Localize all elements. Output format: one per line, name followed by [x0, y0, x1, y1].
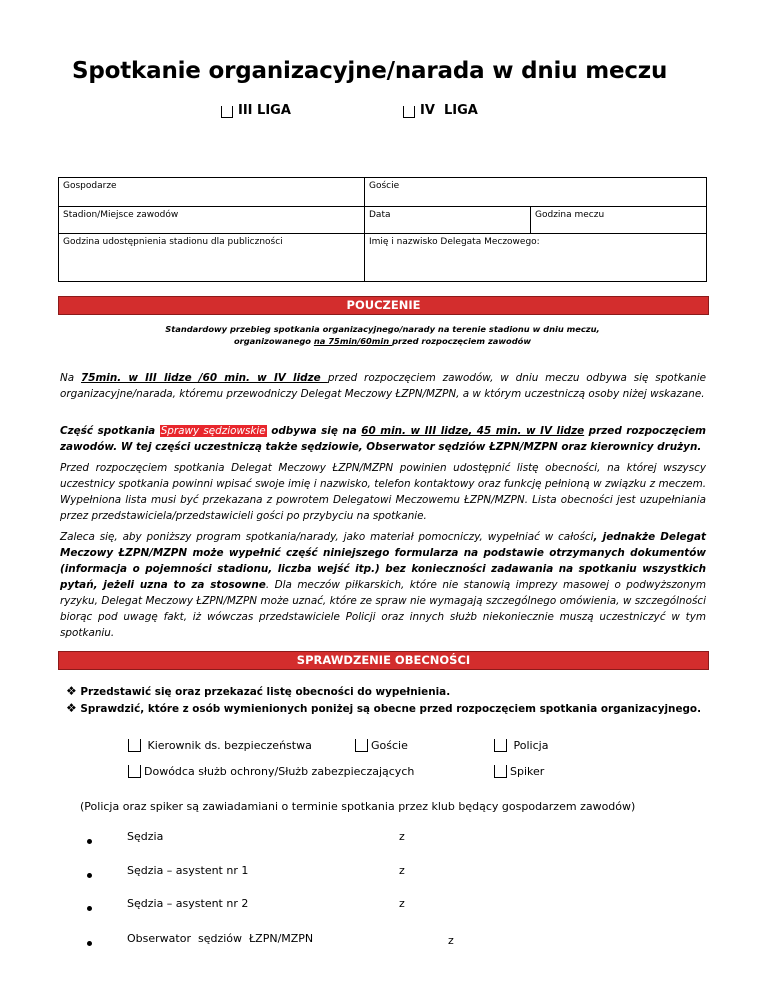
kickoff-time-label: Godzina meczu: [535, 210, 605, 220]
person-z: z: [448, 934, 454, 947]
person-row-obserwator: [87, 932, 454, 949]
paragraph-1: [60, 370, 706, 402]
instruction-item-1: [66, 684, 450, 698]
checkbox-icon[interactable]: [403, 106, 415, 118]
attendance-option-goscie[interactable]: [355, 739, 408, 752]
p2-underlined: 60 min. w III lidze, 45 min. w IV lidze: [361, 425, 585, 437]
intro-line-2-text: organizowanego: [233, 336, 314, 346]
person-label: Sędzia – asystent nr 1: [127, 864, 249, 877]
bullet-icon: [87, 906, 92, 911]
checkbox-icon[interactable]: [494, 739, 507, 752]
intro-line-2-underlined: na 75min/60min: [313, 336, 393, 346]
league-option-iv[interactable]: [403, 103, 478, 118]
match-delegate-field[interactable]: [365, 234, 707, 282]
page-title: Spotkanie organizacyjne/narada w dniu meczu: [72, 58, 668, 84]
option-label: Spiker: [510, 765, 545, 778]
venue-label: Stadion/Miejsce zawodów: [63, 210, 179, 220]
p1-text: Na: [60, 372, 82, 384]
section-header-obecnosc: SPRAWDZENIE OBECNOŚCI: [58, 651, 709, 670]
section-header-pouczenie: POUCZENIE: [58, 296, 709, 315]
instruction-text-2: Sprawdzić, które z osób wymienionych poniżej są obecne przed rozpoczęciem spotkania organizacyjnego.: [80, 703, 702, 715]
checkbox-icon[interactable]: [355, 739, 368, 752]
p2-highlight: Sprawy sędziowskie: [160, 425, 266, 437]
option-label: Dowódca służb ochrony/Służb zabezpieczających: [144, 765, 415, 778]
instruction-text-1: Przedstawić się oraz przekazać listę obecności do wypełnienia.: [80, 686, 451, 698]
home-team-label: Gospodarze: [63, 181, 117, 191]
instruction-item-2: [66, 701, 701, 715]
intro-line-2: [60, 335, 705, 347]
p4-text: Zaleca się, aby poniższy program spotkania/narady, jako materiał pomocniczy, wypełniać w całości: [60, 531, 594, 543]
away-team-field[interactable]: [365, 178, 707, 207]
person-z: z: [399, 830, 405, 843]
person-label: Obserwator sędziów ŁZPN/MZPN: [127, 932, 314, 945]
bullet-icon: [87, 873, 92, 878]
option-label: Kierownik ds. bezpieczeństwa: [147, 739, 312, 752]
gates-open-time-field[interactable]: [59, 234, 365, 282]
home-team-field[interactable]: [59, 178, 365, 207]
person-label: Sędzia: [127, 830, 164, 843]
match-delegate-label: Imię i nazwisko Delegata Meczowego:: [369, 237, 540, 247]
league-option-iii[interactable]: [221, 103, 291, 118]
date-label: Data: [369, 210, 391, 220]
intro-line-1: Standardowy przebieg spotkania organizacyjnego/narady na terenie stadionu w dniu meczu,: [165, 324, 600, 334]
p1-underlined: 75min. w III lidze /60 min. w IV lidze: [81, 372, 328, 384]
gates-open-time-label: Godzina udostępnienia stadionu dla publiczności: [63, 237, 283, 247]
p2-text: Część spotkania: [60, 425, 160, 437]
checkbox-icon[interactable]: [128, 765, 141, 778]
diamond-bullet-icon: ❖: [66, 701, 77, 715]
paragraph-4: [60, 529, 706, 641]
p4-text-end: . Dla meczów piłkarskich, które nie stanowią imprezy masowej o podwyższonym ryzyku, Delegat Meczowy ŁZPN/MZPN może uznać, które ze spraw nie wymagają szczególnego omówienia, w szczególności biorąc pod uwagę fakt, iż wówczas przedstawiciele Policji oraz innych służb niekoniecznie muszą uczestniczyć w tym spotkaniu.: [60, 579, 706, 639]
league-label-iv: IV LIGA: [420, 103, 478, 118]
date-field[interactable]: [365, 207, 531, 234]
person-row-sedzia: [87, 830, 405, 847]
person-row-asystent-1: [87, 864, 405, 881]
p1-text-end: przed rozpoczęciem zawodów, w dniu meczu odbywa się spotkanie organizacyjne/narada, któremu przewodniczy Delegat Meczowy ŁZPN/MZPN, a w którym uczestniczą osoby niżej wskazane.: [60, 372, 706, 400]
p2-text-mid: odbywa się na: [266, 425, 362, 437]
attendance-option-kierownik[interactable]: [128, 739, 312, 752]
attendance-option-dowodca[interactable]: [128, 765, 414, 778]
p4-bold: , jednakże Delegat Meczowy ŁZPN/MZPN może wypełnić część niniejszego formularza na podstawie otrzymanych dokumentów (informacja o pojemności stadionu, liczba wejść itp.) bez konieczności zadawania na spotkaniu wszystkich pytań, jeżeli uzna to za stosowne: [60, 531, 707, 591]
option-label: Goście: [371, 739, 408, 752]
match-info-form: [58, 177, 707, 282]
diamond-bullet-icon: ❖: [66, 684, 77, 698]
checkbox-icon[interactable]: [494, 765, 507, 778]
notification-note: (Policja oraz spiker są zawiadamiani o terminie spotkania przez klub będący gospodarzem zawodów): [80, 800, 636, 813]
bullet-icon: [87, 941, 92, 946]
intro-line-2-text-end: przed rozpoczęciem zawodów: [392, 336, 532, 346]
person-label: Sędzia – asystent nr 2: [127, 897, 249, 910]
person-z: z: [399, 897, 405, 910]
paragraph-3: Przed rozpoczęciem spotkania Delegat Meczowy ŁZPN/MZPN powinien udostępnić listę obecności, na której wszyscy uczestnicy spotkania powinni wpisać swoje imię i nazwisko, telefon kontaktowy oraz funkcję pełnioną w związku z meczem. Wypełniona lista musi być przekazana z powrotem Delegatowi Meczowemu ŁZPN/MZPN. Lista obecności jest uzupełniania przez przedstawiciela/przedstawicieli gości po przybyciu na spotkanie.: [60, 462, 706, 522]
attendance-option-spiker[interactable]: [494, 765, 544, 778]
person-z: z: [399, 864, 405, 877]
attendance-option-policja[interactable]: [494, 739, 548, 752]
person-row-asystent-2: [87, 897, 405, 914]
away-team-label: Goście: [369, 181, 400, 191]
league-label-iii: III LIGA: [238, 103, 291, 118]
pouczenie-intro: [60, 323, 705, 347]
bullet-icon: [87, 839, 92, 844]
kickoff-time-field[interactable]: [531, 207, 707, 234]
checkbox-icon[interactable]: [221, 106, 233, 118]
option-label: Policja: [513, 739, 549, 752]
p2-text-end: przed rozpoczęciem zawodów. W tej części uczestniczą także sędziowie, Obserwator sędziów ŁZPN/MZPN oraz kierownicy drużyn.: [60, 425, 707, 453]
venue-field[interactable]: [59, 207, 365, 234]
paragraph-2: [60, 423, 706, 455]
checkbox-icon[interactable]: [128, 739, 141, 752]
